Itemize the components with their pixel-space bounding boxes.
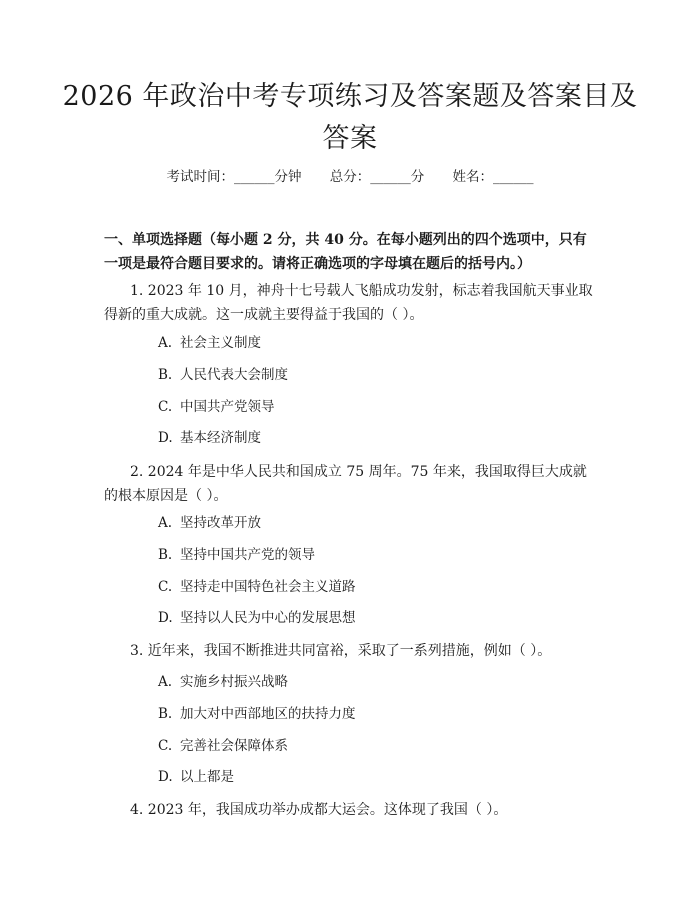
option-text: 加大对中西部地区的扶持力度 xyxy=(180,706,356,722)
option-letter: D. xyxy=(158,430,173,446)
option-letter: B. xyxy=(158,706,173,722)
question-option xyxy=(158,333,261,353)
option-text: 人民代表大会制度 xyxy=(180,367,288,383)
option-text: 实施乡村振兴战略 xyxy=(180,674,288,690)
option-text: 基本经济制度 xyxy=(180,430,261,446)
question-stem: 3. 近年来，我国不断推进共同富裕，采取了一系列措施，例如（ ）。 xyxy=(130,643,552,659)
exam-info-line xyxy=(0,167,700,187)
option-letter: D. xyxy=(158,769,173,785)
question-option xyxy=(158,428,261,448)
question-option xyxy=(158,608,356,628)
total-score-field: 总分：______分 xyxy=(329,169,425,185)
option-text: 坚持以人民为中心的发展思想 xyxy=(180,610,356,626)
question-option xyxy=(158,704,356,724)
option-text: 坚持改革开放 xyxy=(180,515,261,531)
question-option xyxy=(158,397,275,417)
question-option xyxy=(158,513,261,533)
question-option xyxy=(158,672,288,692)
option-letter: C. xyxy=(158,738,173,754)
option-text: 坚持走中国特色社会主义道路 xyxy=(180,579,356,595)
option-text: 社会主义制度 xyxy=(180,335,261,351)
student-name-field: 姓名：______ xyxy=(452,169,534,185)
option-letter: C. xyxy=(158,399,173,415)
question-stem: 1. 2023 年 10 月，神舟十七号载人飞船成功发射，标志着我国航天事业取得新的重大成就。这一成就主要得益于我国的（ ）。 xyxy=(104,283,593,323)
section-heading: 一、单项选择题（每小题 2 分，共 40 分。在每小题列出的四个选项中，只有一项是最符合题目要求的。请将正确选项的字母填在题后的括号内。） xyxy=(104,232,587,272)
option-text: 坚持中国共产党的领导 xyxy=(180,547,315,563)
question-option xyxy=(158,545,315,565)
option-text: 中国共产党领导 xyxy=(180,399,275,415)
option-letter: D. xyxy=(158,610,173,626)
question-option xyxy=(158,736,288,756)
option-letter: C. xyxy=(158,579,173,595)
question-option xyxy=(158,577,356,597)
question-option xyxy=(158,365,288,385)
exam-time-field: 考试时间：______分钟 xyxy=(166,169,302,185)
question-option xyxy=(158,767,234,787)
option-text: 完善社会保障体系 xyxy=(180,738,288,754)
question-stem: 4. 2023 年，我国成功举办成都大运会。这体现了我国（ ）。 xyxy=(130,802,508,818)
option-letter: A. xyxy=(158,335,173,351)
option-letter: A. xyxy=(158,674,173,690)
option-letter: B. xyxy=(158,547,173,563)
document-title: 2026 年政治中考专项练习及答案题及答案目及答案 xyxy=(62,81,638,154)
option-letter: B. xyxy=(158,367,173,383)
option-text: 以上都是 xyxy=(180,769,234,785)
question-stem: 2. 2024 年是中华人民共和国成立 75 周年。75 年来，我国取得巨大成就的根本原因是（ ）。 xyxy=(104,464,587,504)
option-letter: A. xyxy=(158,515,173,531)
